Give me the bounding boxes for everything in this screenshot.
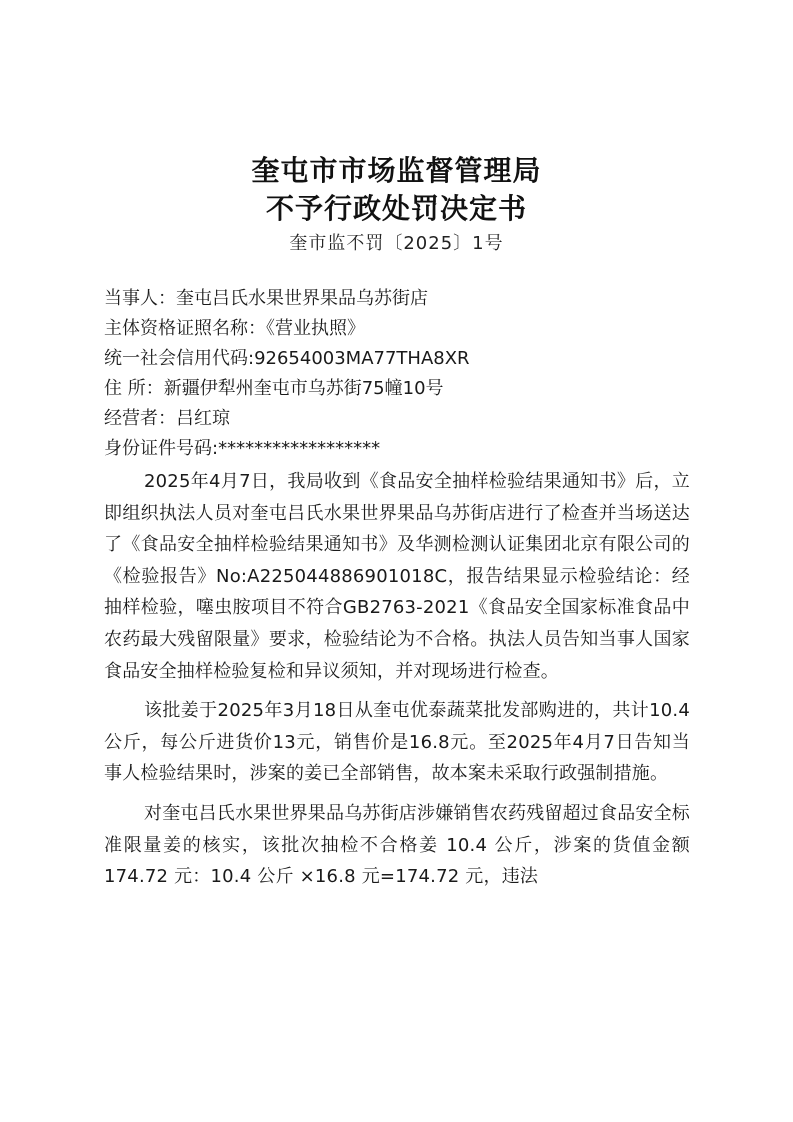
party-info-block xyxy=(104,284,704,464)
paragraph-verification: 对奎屯吕氏水果世界果品乌苏街店涉嫌销售农药残留超过食品安全标准限量姜的核实，该批次抽检不合格姜 10.4 公斤，涉案的货值金额 174.72 元：10.4 公斤 ×16.8 元=174.72 元，违法 xyxy=(104,802,690,888)
operator-row: 经营者：吕红琼 xyxy=(104,408,230,429)
address-row: 住 所：新疆伊犁州奎屯市乌苏街75幢10号 xyxy=(104,378,444,399)
document-number: 奎市监不罚〔2025〕1号 xyxy=(289,233,504,254)
license-type-row: 主体资格证照名称：《营业执照》 xyxy=(104,318,365,339)
credit-code-row: 统一社会信用代码:92654003MA77THA8XR xyxy=(104,348,470,369)
party-name-row: 当事人：奎屯吕氏水果世界果品乌苏街店 xyxy=(104,288,428,309)
document-body xyxy=(104,466,690,893)
document-header xyxy=(0,152,793,257)
id-number-row: 身份证件号码:****************** xyxy=(104,438,381,459)
document-title: 不予行政处罚决定书 xyxy=(265,192,527,225)
paragraph-purchase: 该批姜于2025年3月18日从奎屯优泰蔬菜批发部购进的，共计10.4公斤，每公斤进货价13元，销售价是16.8元。至2025年4月7日告知当事人检验结果时，涉案的姜已全部销售，故本案未采取行政强制措施。 xyxy=(104,700,690,785)
paragraph-inspection: 2025年4月7日，我局收到《食品安全抽样检验结果通知书》后，立即组织执法人员对奎屯吕氏水果世界果品乌苏街店进行了检查并当场送达了《食品安全抽样检验结果通知书》及华测检测认证集团北京有限公司的《检验报告》No:A225044886901018C，报告结果显示检验结论：经抽样检验，噻虫胺项目不符合GB2763-2021《食品安全国家标准食品中农药最大残留限量》要求，检验结论为不合格。执法人员告知当事人国家食品安全抽样检验复检和异议须知，并对现场进行检查。 xyxy=(104,471,690,682)
agency-title: 奎屯市市场监督管理局 xyxy=(251,154,542,187)
